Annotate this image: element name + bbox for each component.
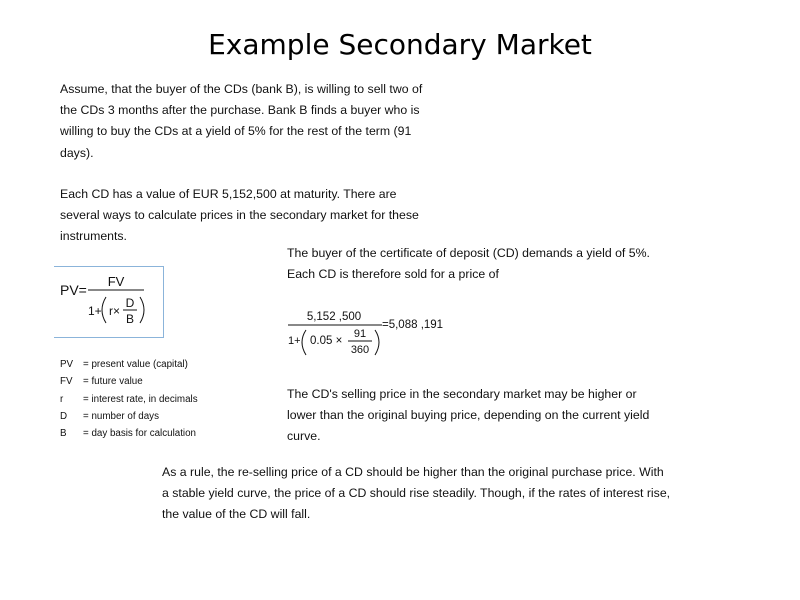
legend-definition: = present value (capital) bbox=[83, 359, 188, 370]
slide-title: Example Secondary Market bbox=[208, 28, 592, 61]
calc-basis: 360 bbox=[350, 344, 370, 356]
formula-d: D bbox=[125, 296, 135, 310]
intro-paragraph: Assume, that the buyer of the CDs (bank B), is willing to sell two of the CDs 3 months after the purchase. Bank B finds a buyer who is willing to buy the CDs at a yield of 5% for the rest of the term (91 days). bbox=[60, 82, 423, 160]
formula-lhs: PV= bbox=[60, 282, 87, 298]
buyer-paragraph: The buyer of the certificate of deposit (CD) demands a yield of 5%. Each CD is therefore sold for a price of bbox=[287, 246, 650, 282]
pv-formula bbox=[54, 267, 164, 339]
pv-formula-box bbox=[54, 266, 164, 338]
selling-price-paragraph: The CD's selling price in the secondary market may be higher or lower than the original buying price, depending on the current yield curve. bbox=[287, 387, 650, 444]
legend-symbol: B bbox=[60, 428, 67, 440]
calc-days: 91 bbox=[353, 328, 367, 340]
legend-definition: = number of days bbox=[83, 410, 159, 422]
formula-b: B bbox=[125, 312, 135, 326]
calc-right-paren bbox=[375, 330, 379, 355]
formula-r-times: r× bbox=[109, 304, 121, 318]
legend-symbol: PV bbox=[60, 359, 74, 370]
legend-symbol: D bbox=[60, 410, 68, 422]
calc-result: =5,088 ,191 bbox=[382, 319, 444, 331]
legend-definition: = day basis for calculation bbox=[83, 428, 196, 440]
formula-left-paren bbox=[102, 297, 106, 323]
rule-paragraph: As a rule, the re-selling price of a CD should be higher than the original purchase price. With a stable yield curve, the price of a CD should rise steadily. Though, if the rates of interest rise, the value of the CD will fall. bbox=[162, 465, 671, 522]
calc-left-paren bbox=[302, 330, 306, 355]
formula-one-plus: 1+ bbox=[88, 304, 102, 318]
legend-symbol: FV bbox=[60, 376, 73, 388]
legend-definition: = future value bbox=[83, 376, 143, 388]
price-calculation-formula bbox=[284, 306, 484, 360]
legend-symbol: r bbox=[60, 393, 64, 405]
formula-numerator: FV bbox=[107, 274, 125, 289]
calc-rate-times: 0.05 × bbox=[310, 335, 343, 347]
calc-numerator: 5,152 ,500 bbox=[306, 311, 362, 323]
maturity-value-paragraph: Each CD has a value of EUR 5,152,500 at maturity. There are several ways to calculate prices in the secondary market for these instruments. bbox=[60, 187, 419, 244]
calc-one-plus: 1+ bbox=[288, 335, 301, 347]
price-calculation bbox=[284, 306, 484, 360]
legend-definition: = interest rate, in decimals bbox=[83, 393, 198, 405]
formula-right-paren bbox=[140, 297, 144, 323]
